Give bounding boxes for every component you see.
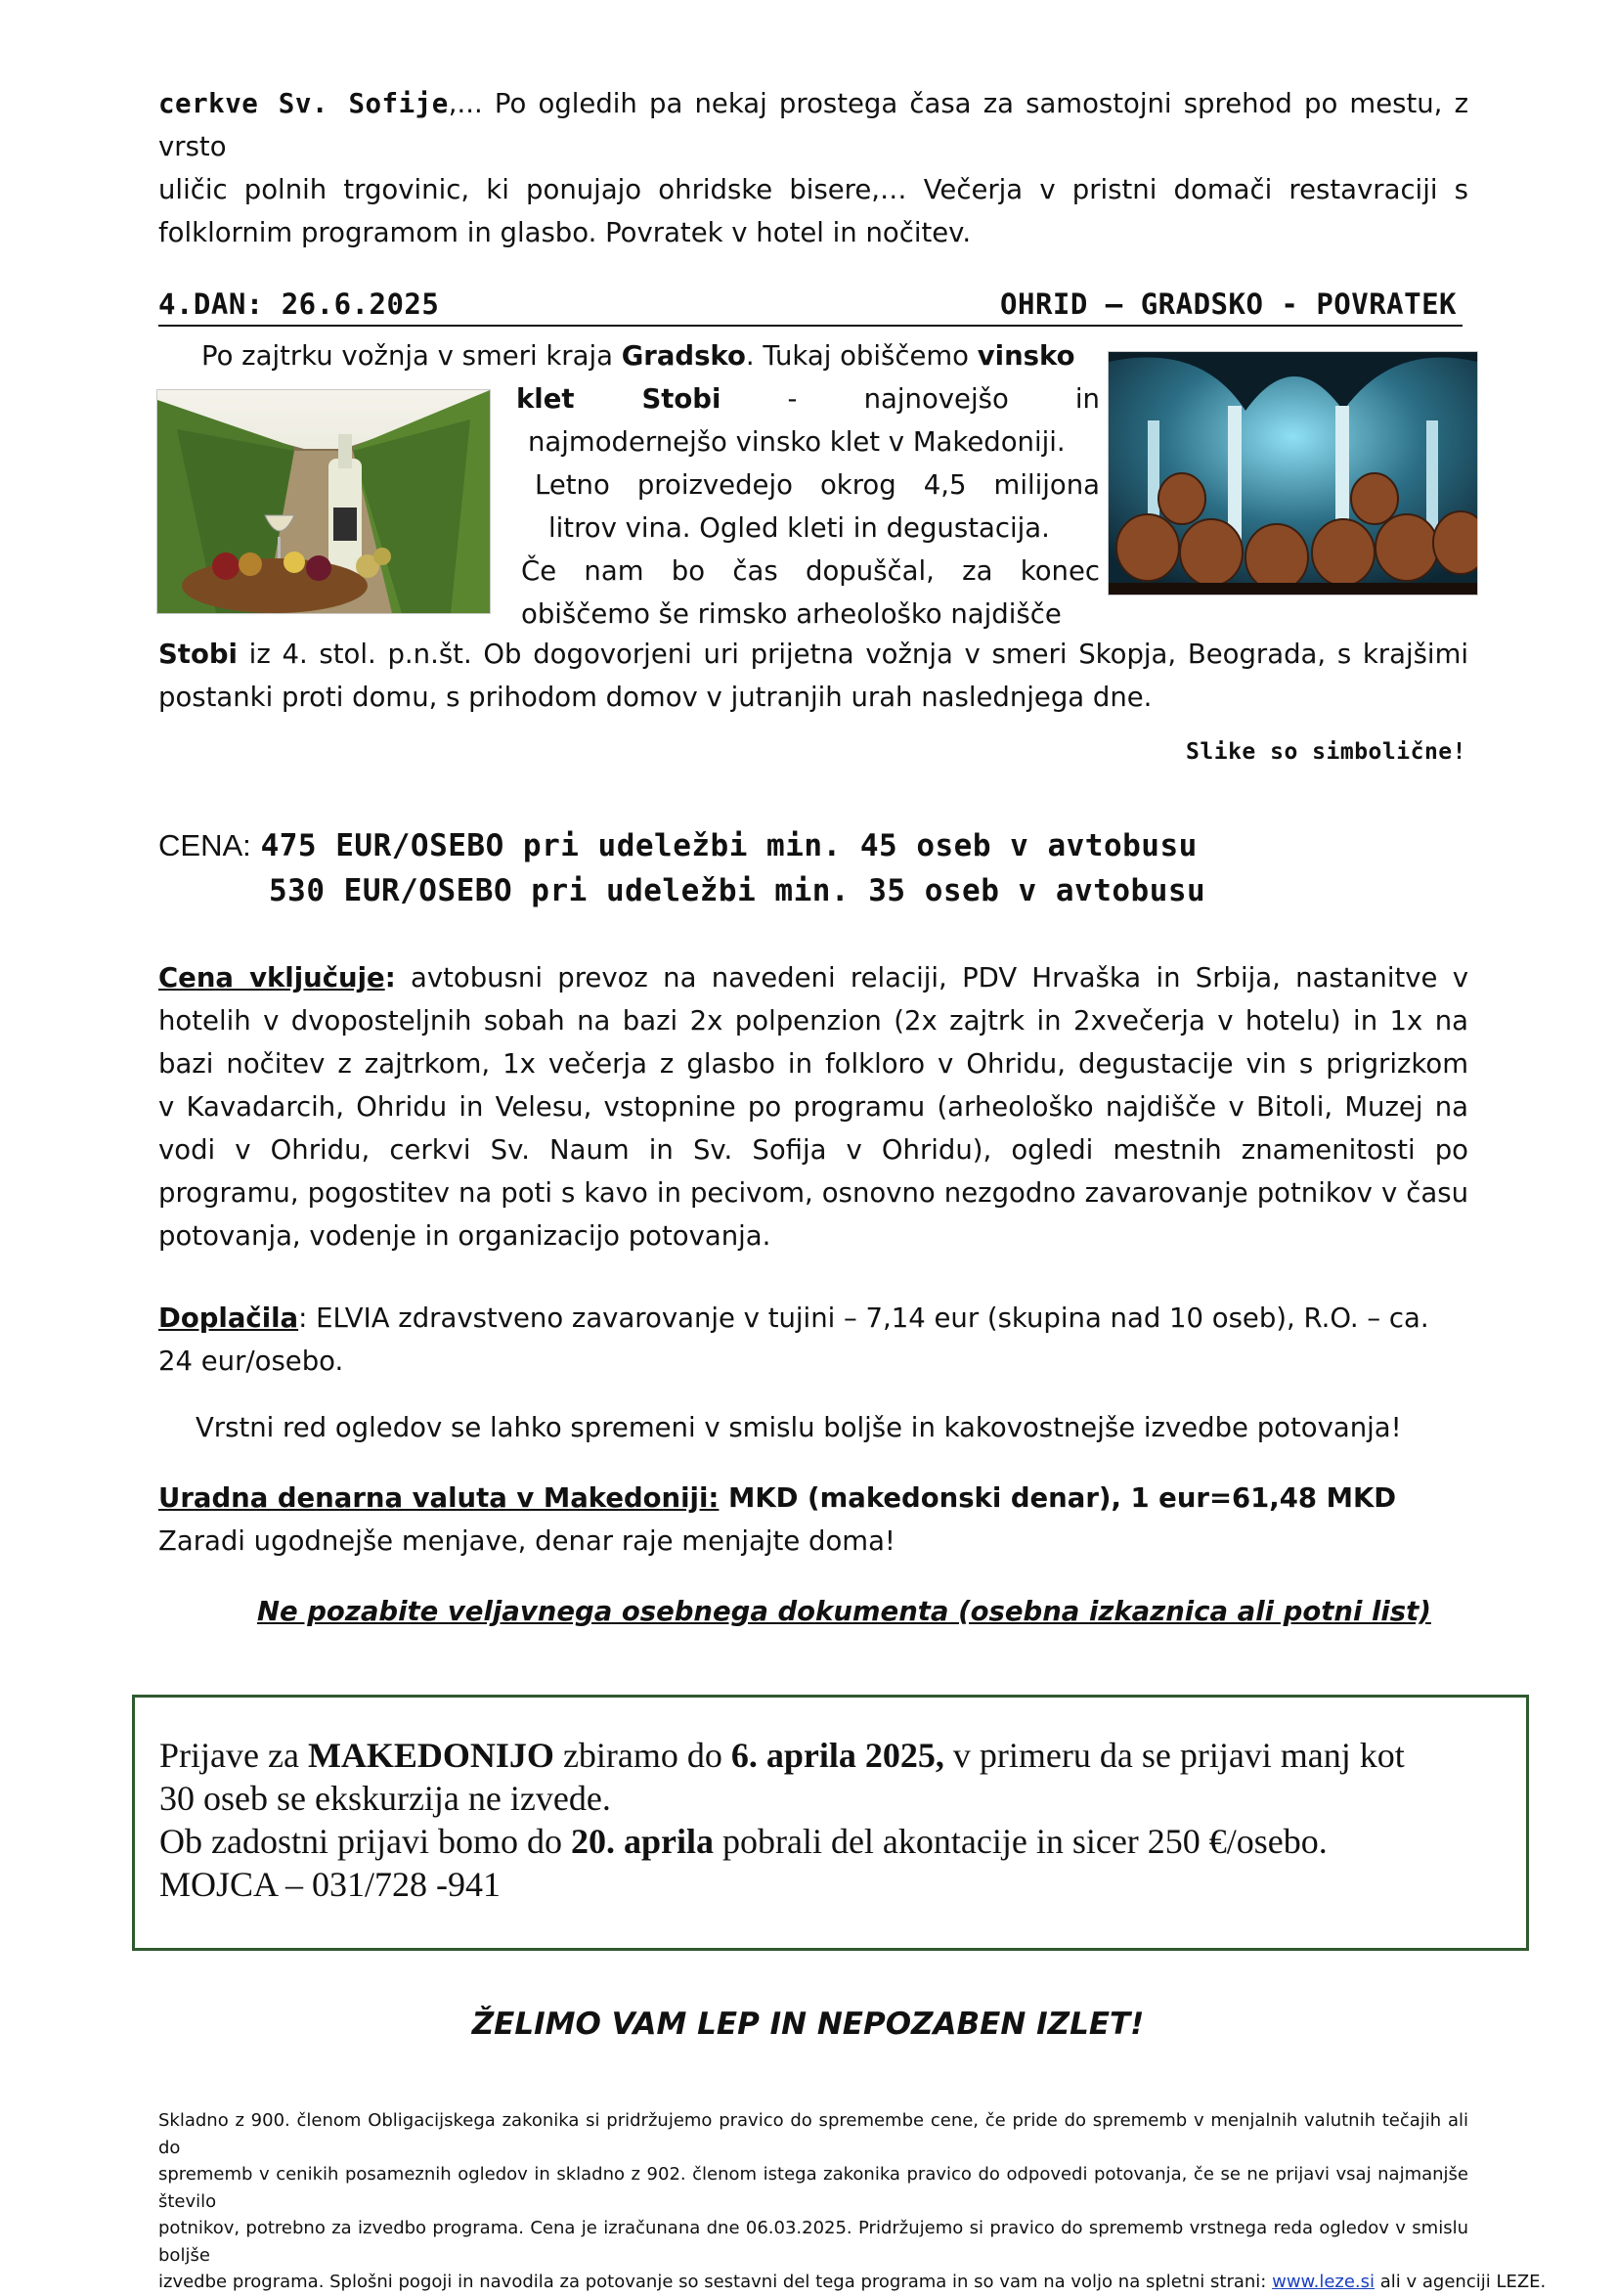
includes-line-4: v Kavadarcih, Ohridu in Velesu, vstopnine po programu (arheološko najdišče v Bitoli, Muzej na [158, 1091, 1468, 1123]
includes-colon: : [384, 962, 396, 993]
price-label: CENA: [158, 828, 251, 862]
day4-line-1 [158, 334, 1468, 377]
day4-line-9: postanki proti domu, s prihodom domov v jutranjih urah naslednjega dne. [158, 682, 1153, 713]
extras-line-1 [158, 1297, 1468, 1340]
footer-line-1: Skladno z 900. členom Obligacijskega zakonika si pridržujemo pravico do spremembe cene, če pride do sprememb v menjalnih valutnih tečajih ali do [158, 2110, 1468, 2158]
includes-line-1 [158, 956, 1468, 999]
reg-t2: zbiramo do [553, 1736, 731, 1775]
dash: - [787, 383, 798, 415]
intro-line-1-text: ,... Po ogledih pa nekaj prostega časa za samostojni sprehod po mestu, z vrsto [158, 88, 1468, 162]
day4-text-b: . Tukaj obiščemo [745, 340, 978, 372]
cellar-image [1109, 352, 1477, 595]
intro-line-2: uličic polnih trgovinic, ki ponujajo ohridske bisere,… Večerja v pristni domači restavraciji s [158, 174, 1468, 205]
intro-paragraph [158, 82, 1468, 254]
day4-line-8 [158, 633, 1468, 676]
itinerary-order-note: Vrstni red ogledov se lahko spremeni v smislu boljše in kakovostnejše izvedbe potovanja! [196, 1412, 1402, 1443]
registration-line-3 [159, 1820, 1508, 1863]
reg-l3b: pobrali del akontacije in sicer 250 €/osebo. [713, 1822, 1328, 1861]
winery-word: vinsko [977, 340, 1075, 372]
day-heading [158, 286, 1463, 327]
includes-line-1-text: avtobusni prevoz na navedeni relaciji, PDV Hrvaška in Srbija, nastanitve v [410, 962, 1468, 993]
place-gradsko: Gradsko [621, 340, 746, 372]
day4-line-3: najmodernejšo vinsko klet v Makedoniji. [528, 426, 1066, 458]
day4-line-4: Letno proizvedejo okrog 4,5 milijona [535, 469, 1100, 501]
wine-cellar-photo [1108, 351, 1478, 596]
symbolic-images-note: Slike so simbolične! [1186, 739, 1466, 765]
day4-paragraph [158, 334, 1468, 377]
registration-line-1 [159, 1734, 1508, 1777]
footer-line-4 [158, 2269, 1547, 2296]
price-value-1: 475 EUR/OSEBO pri udeležbi min. 45 oseb v avtobusu [260, 828, 1198, 863]
reg-deposit-date: 20. aprila [570, 1822, 714, 1861]
extras-line-1-text: : ELVIA zdravstveno zavarovanje v tujini – 7,14 eur (skupina nad 10 oseb), R.O. – ca. [298, 1303, 1429, 1334]
day4-line-6: Če nam bo čas dopuščal, za konec [521, 555, 1100, 587]
church-name: cerkve Sv. Sofije [158, 88, 449, 119]
currency-line [158, 1477, 1468, 1520]
site-stobi: Stobi [158, 639, 238, 670]
closing-wish: ŽELIMO VAM LEP IN NEPOZABEN IZLET! [471, 2007, 1145, 2042]
registration-text [159, 1734, 1508, 1906]
legal-footer [158, 2107, 1547, 2296]
reg-t3: v primeru da se prijavi manj kot [943, 1736, 1405, 1775]
extras-label: Doplačila [158, 1303, 299, 1334]
footer-l4b: ali v agenciji LEZE. [1375, 2272, 1547, 2292]
day4-and: in [1074, 383, 1100, 415]
includes-line-6: programu, pogostitev na poti s kavo in pecivom, osnovno nezgodno zavarovanje potnikov v času [158, 1177, 1468, 1209]
website-link[interactable]: www.leze.si [1272, 2272, 1376, 2292]
currency-block [158, 1477, 1468, 1563]
vineyard-image [157, 390, 490, 613]
includes-line-2: hotelih v dvoposteljnih sobah na bazi 2x polpenzion (2x zajtrk in 2xvečerja v hotelu) in 1x na [158, 1005, 1468, 1037]
day4-line-8-text: iz 4. stol. p.n.št. Ob dogovorjeni uri prijetna vožnja v smeri Skopja, Beograda, s krajšimi [237, 639, 1468, 670]
day4-line-5: litrov vina. Ogled kleti in degustacija. [548, 512, 1050, 544]
id-document-reminder: Ne pozabite veljavnega osebnega dokumenta (osebna izkaznica ali potni list) [257, 1596, 1431, 1627]
intro-line-3: folklornim programom in glasbo. Povratek v hotel in nočitev. [158, 217, 972, 248]
currency-label: Uradna denarna valuta v Makedoniji: [158, 1482, 720, 1514]
day4-wrapped-text [513, 377, 1100, 636]
intro-line-1 [158, 82, 1468, 168]
registration-line-2: 30 oseb se ekskurzija ne izvede. [159, 1779, 611, 1818]
day4-text-a: Po zajtrku vožnja v smeri kraja [201, 340, 622, 372]
includes-line-5: vodi v Ohridu, cerkvi Sv. Naum in Sv. Sofija v Ohridu), ogledi mestnih znamenitosti po [158, 1134, 1468, 1166]
extras-line-2: 24 eur/osebo. [158, 1346, 344, 1377]
registration-contact: MOJCA – 031/728 -941 [159, 1865, 502, 1904]
footer-l4a: izvedbe programa. Splošni pogoji in navodila za potovanje so sestavni del tega programa in so vam na voljo na spletni strani: [158, 2272, 1273, 2292]
day4-newest: najnovejšo [863, 383, 1009, 415]
includes-paragraph [158, 956, 1468, 1258]
day4-line-7: obiščemo še rimsko arheološko najdišče [521, 598, 1062, 630]
day4-paragraph-end [158, 633, 1468, 719]
price-value-2: 530 EUR/OSEBO pri udeležbi min. 35 oseb v avtobusu [269, 873, 1206, 908]
reg-country: MAKEDONIJO [307, 1736, 554, 1775]
reg-t1: Prijave za [159, 1736, 308, 1775]
footer-line-2: sprememb v cenikih posameznih ogledov in skladno z 902. členom istega zakonika pravico do odpovedi potovanja, če se ne prijavi vsaj najmanjše število [158, 2164, 1468, 2212]
reg-deadline: 6. aprila 2025, [730, 1736, 944, 1775]
includes-label: Cena vključuje [158, 962, 385, 993]
extras-paragraph [158, 1297, 1468, 1383]
includes-line-7: potovanja, vodenje in organizacijo potovanja. [158, 1220, 771, 1252]
winery-name: klet Stobi [516, 383, 721, 415]
day-label: 4.DAN: 26.6.2025 [158, 287, 440, 321]
currency-value: MKD (makedonski denar), 1 eur=61,48 MKD [719, 1482, 1397, 1514]
day4-line-2 [513, 377, 1100, 420]
vineyard-wine-photo [156, 389, 491, 614]
day-route: OHRID – GRADSKO - POVRATEK [1000, 287, 1457, 321]
currency-advice: Zaradi ugodnejše menjave, denar raje menjajte doma! [158, 1525, 895, 1557]
price-block [158, 823, 1205, 913]
footer-line-3: potnikov, potrebno za izvedbo programa. Cena je izračunana dne 06.03.2025. Pridržujemo si pravico do sprememb vrstnega reda ogledov v smislu boljše [158, 2218, 1468, 2266]
price-line-1 [158, 823, 1205, 868]
includes-line-3: bazi nočitev z zajtrkom, 1x večerja z glasbo in folkloro v Ohridu, degustacije vin s prigrizkom [158, 1048, 1468, 1080]
registration-box [132, 1695, 1529, 1951]
reg-l3a: Ob zadostni prijavi bomo do [159, 1822, 571, 1861]
